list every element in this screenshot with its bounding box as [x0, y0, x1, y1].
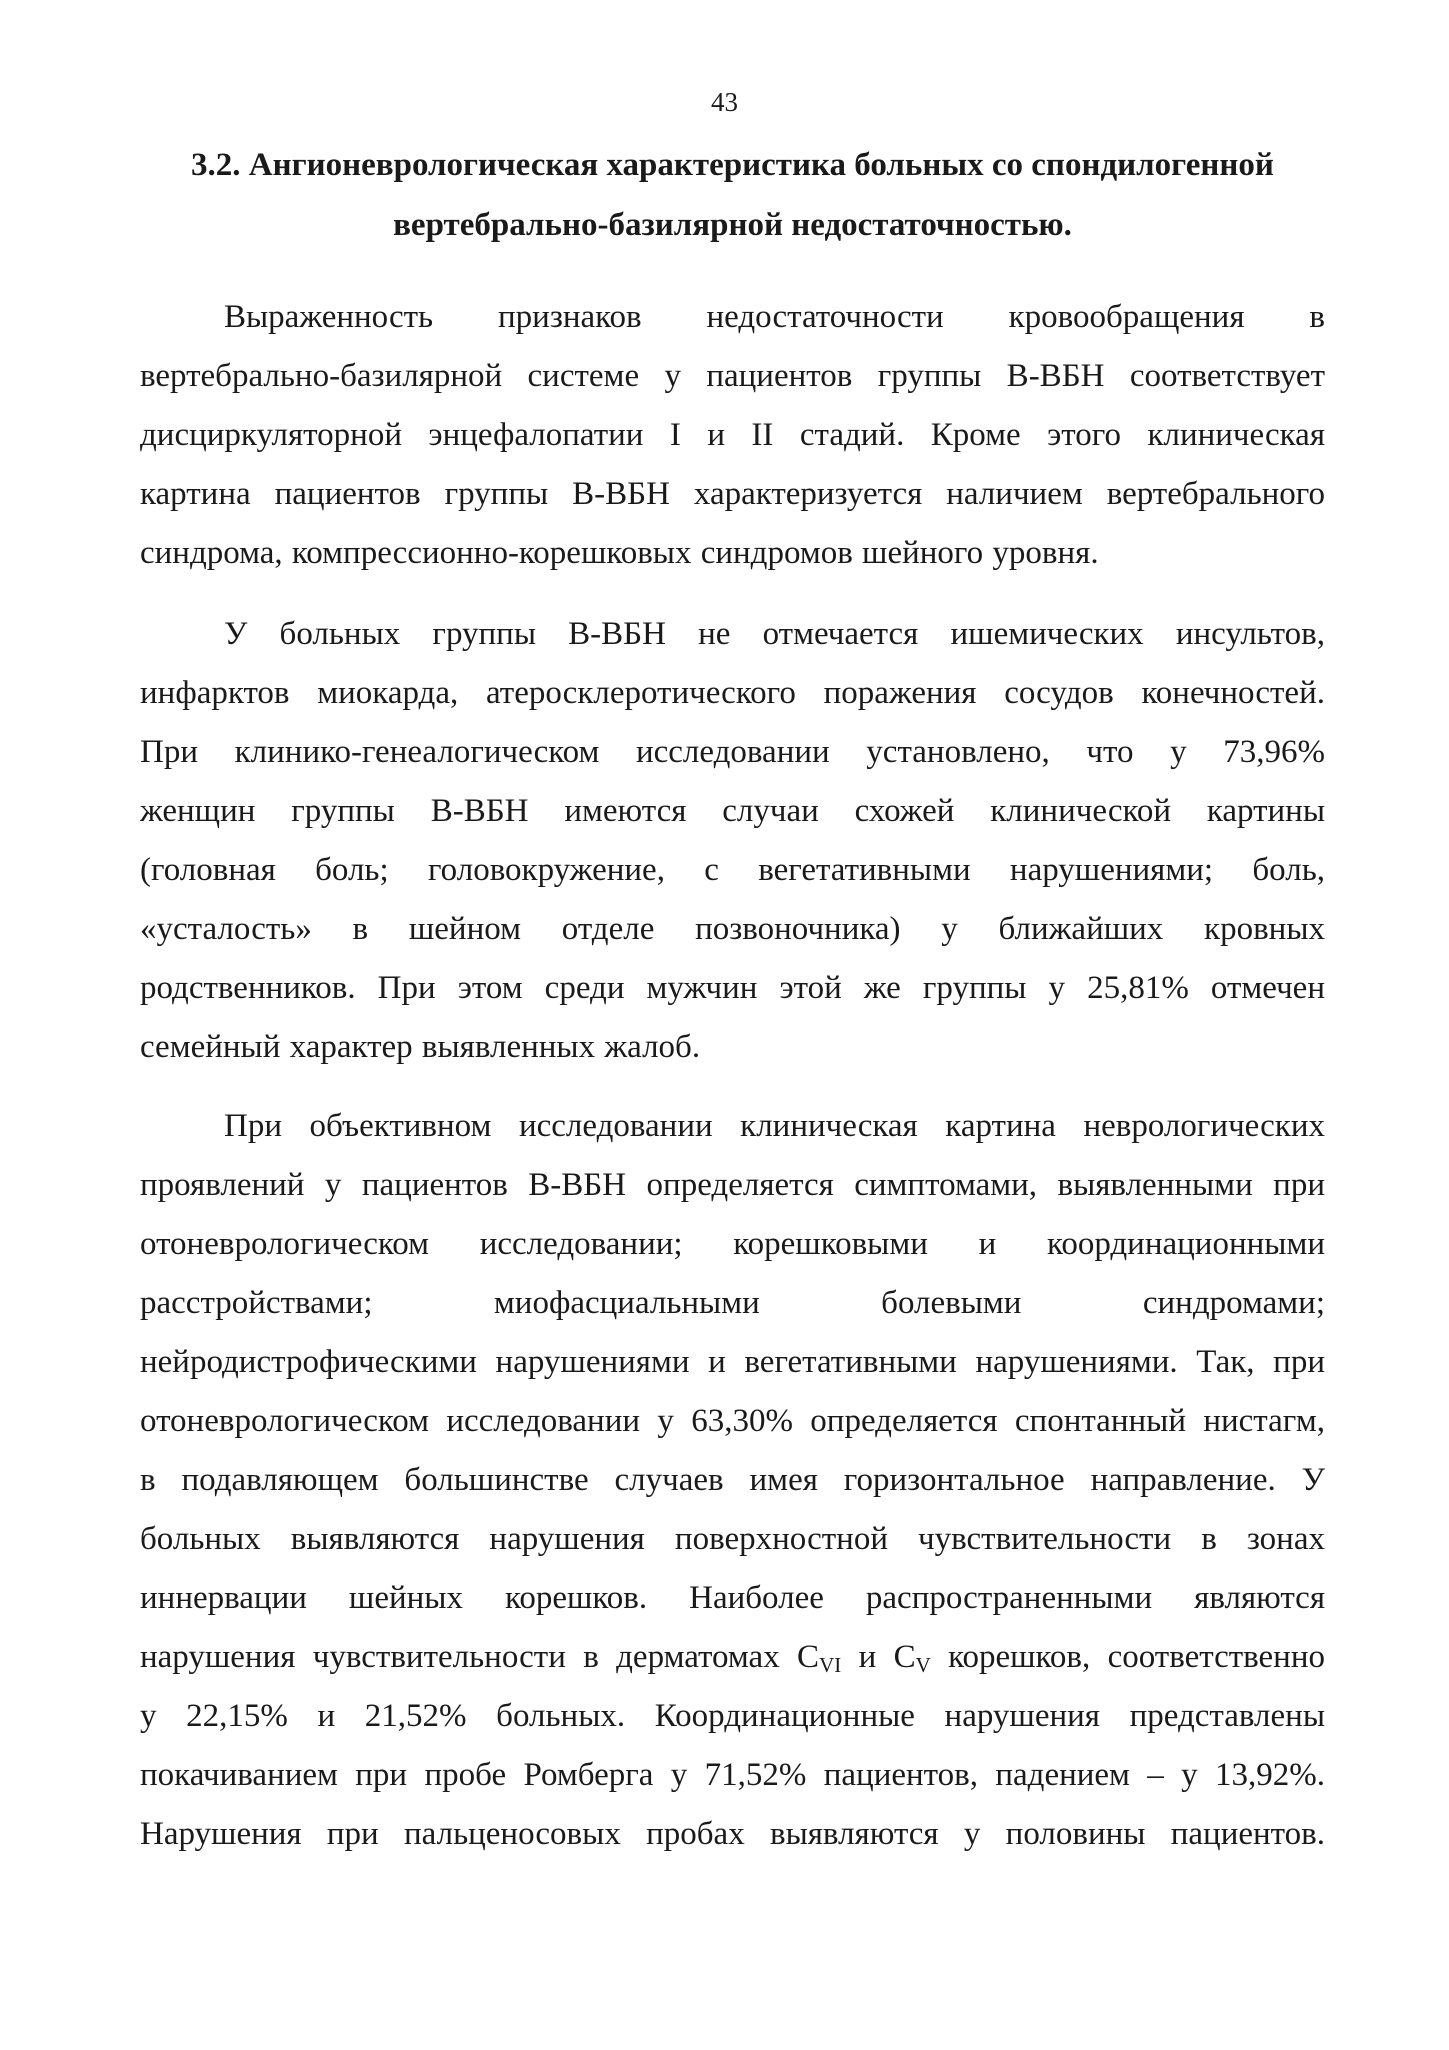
text-segment: корешков, соответственно — [930, 1639, 1325, 1675]
paragraph-line: нейродистрофическими нарушениями и вегетативными нарушениями. Так, при — [140, 1344, 1325, 1380]
paragraph-line: вертебрально-базилярной системе у пациентов группы В-ВБН соответствует — [140, 358, 1325, 394]
paragraph-line: больных выявляются нарушения поверхностной чувствительности в зонах — [140, 1521, 1325, 1557]
text-segment: и C — [841, 1639, 916, 1675]
paragraph-line: «усталость» в шейном отделе позвоночника) у ближайших кровных — [140, 911, 1325, 947]
paragraph-line: инфарктов миокарда, атеросклеротического поражения сосудов конечностей. — [140, 675, 1325, 711]
paragraph-line: (головная боль; головокружение, с вегетативными нарушениями; боль, — [140, 852, 1325, 888]
paragraph-line: При клинико-генеалогическом исследовании установлено, что у 73,96% — [140, 734, 1325, 770]
paragraph-1 — [140, 288, 1325, 583]
paragraph-line: расстройствами; миофасциальными болевыми синдромами; — [140, 1285, 1325, 1321]
subscript-dermatome: V — [915, 1653, 931, 1677]
paragraph-2 — [140, 605, 1325, 1077]
paragraph-line: Выраженность признаков недостаточности кровообращения в — [224, 299, 1325, 335]
paragraph-line: в подавляющем большинстве случаев имея горизонтальное направление. У — [140, 1462, 1325, 1498]
paragraph-line: У больных группы В-ВБН не отмечается ишемических инсультов, — [224, 616, 1325, 652]
subscript-dermatome: VI — [819, 1653, 842, 1677]
paragraph-line: покачиванием при пробе Ромберга у 71,52% пациентов, падением – у 13,92%. — [140, 1757, 1325, 1793]
text-segment: нарушения чувствительности в дерматомах C — [140, 1639, 820, 1675]
paragraph-line: При объективном исследовании клиническая картина неврологических — [224, 1108, 1325, 1144]
page-number: 43 — [711, 87, 738, 117]
paragraph-line: синдрома, компрессионно-корешковых синдромов шейного уровня. — [140, 535, 1099, 571]
section-heading-line-2: вертебрально-базилярной недостаточностью. — [393, 207, 1072, 243]
paragraph-line: проявлений у пациентов В-ВБН определяется симптомами, выявленными при — [140, 1167, 1325, 1203]
paragraph-line: женщин группы В-ВБН имеются случаи схожей клинической картины — [140, 793, 1325, 829]
paragraph-line: отоневрологическом исследовании; корешковыми и координационными — [140, 1226, 1325, 1262]
paragraph-line: у 22,15% и 21,52% больных. Координационные нарушения представлены — [140, 1698, 1325, 1734]
paragraph-line: иннервации шейных корешков. Наиболее распространенными являются — [140, 1580, 1325, 1616]
section-heading — [140, 135, 1325, 255]
paragraph-line: родственников. При этом среди мужчин этой же группы у 25,81% отмечен — [140, 970, 1325, 1006]
paragraph-line: семейный характер выявленных жалоб. — [140, 1029, 701, 1065]
paragraph-line: картина пациентов группы В-ВБН характеризуется наличием вертебрального — [140, 476, 1325, 512]
paragraph-line-with-subscripts — [140, 1628, 1325, 1687]
paragraph-line: дисциркуляторной энцефалопатии I и II стадий. Кроме этого клиническая — [140, 417, 1325, 453]
paragraph-line: Нарушения при пальценосовых пробах выявляются у половины пациентов. — [140, 1816, 1325, 1852]
section-heading-line-1: 3.2. Ангионеврологическая характеристика больных со спондилогенной — [191, 147, 1274, 183]
paragraph-line: отоневрологическом исследовании у 63,30% определяется спонтанный нистагм, — [140, 1403, 1325, 1439]
paragraph-3 — [140, 1097, 1325, 1864]
